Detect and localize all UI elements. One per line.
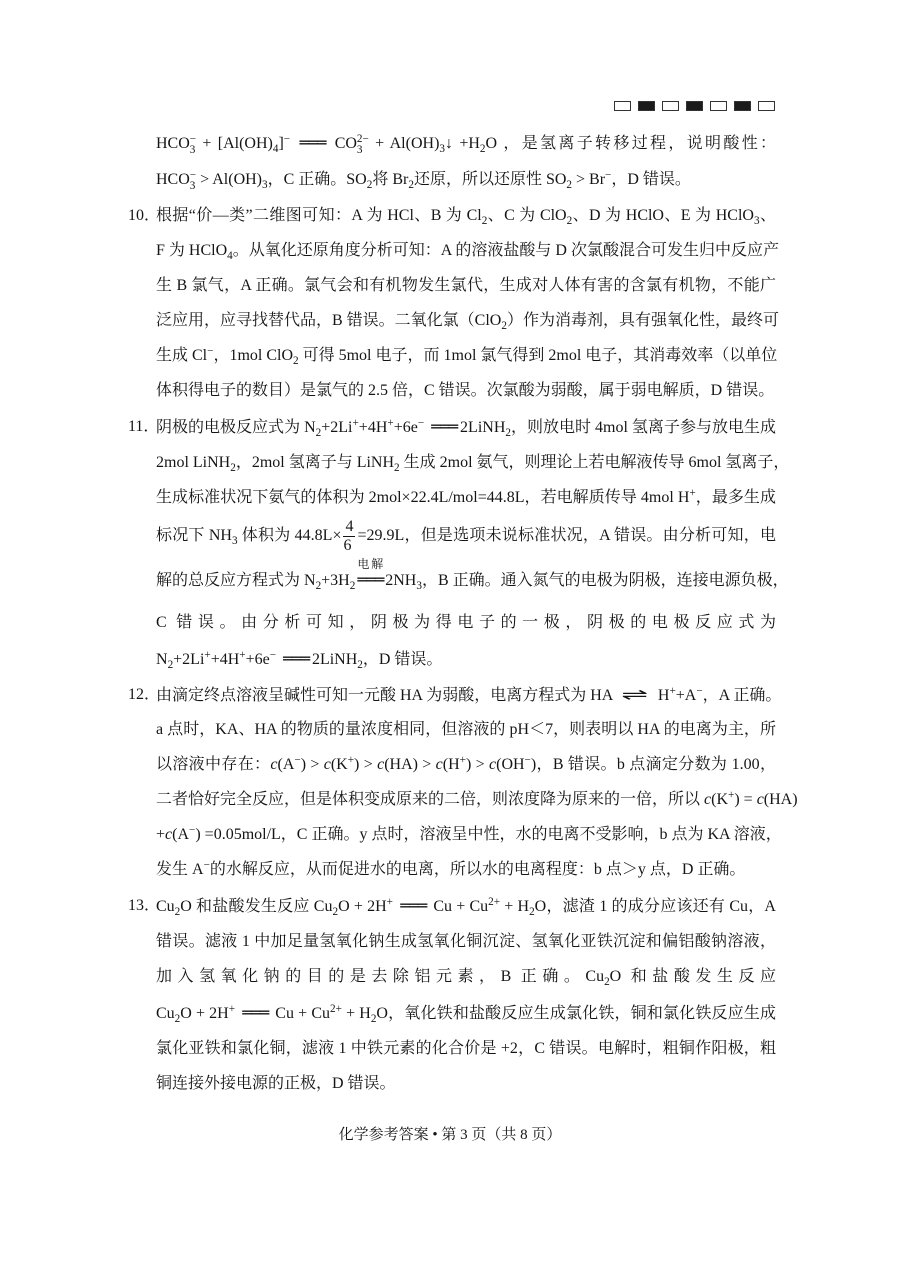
text-line <box>156 338 776 373</box>
text-run: Cu + Cu <box>271 1005 330 1022</box>
text-run: ) > <box>465 756 489 773</box>
subscript: 2 <box>366 178 373 191</box>
header-mark <box>686 101 703 111</box>
text-run: ，C 正确。SO <box>267 171 367 188</box>
text-line <box>156 556 789 605</box>
text-run: +3H <box>321 572 350 589</box>
text-run: + <box>156 826 166 843</box>
text-run: O + 2H <box>338 898 387 915</box>
subscript: 2 <box>332 905 339 918</box>
text-run <box>424 419 428 436</box>
text-run: 体积得电子的数目）是氯气的 2.5 倍，C 错误。次氯酸为弱酸，属于弱电解质，D 错误。 <box>156 382 775 399</box>
subscript: 2 <box>566 214 573 227</box>
header-mark <box>638 101 655 111</box>
superscript: + <box>386 895 393 908</box>
text-line <box>156 1066 776 1101</box>
text-line <box>156 408 776 445</box>
subscript: 2 <box>394 461 400 474</box>
superscript: + <box>228 1002 236 1015</box>
text-run: (K <box>711 791 729 808</box>
text-run: O，氧化铁和盐酸反应生成氯化铁，铜和氯化铁反应生成 <box>376 1005 776 1022</box>
subscript: 2 <box>479 142 486 155</box>
superscript: + <box>352 416 359 429</box>
text-run <box>235 1005 239 1022</box>
subscript: 2 <box>529 905 535 918</box>
text-run: F 为 HClO <box>156 242 228 259</box>
reaction-equals-sign: ═══ <box>242 1003 269 1022</box>
subscript: 2 <box>174 905 181 918</box>
reaction-equals-sign: ═══ <box>357 570 384 589</box>
text-run: + Al(OH) <box>368 135 440 152</box>
text-line <box>156 887 776 924</box>
text-run: 生 B 氯气，A 正确。氯气会和有机物发生氯代，生成对人体有害的含氯有机物，不能广 <box>156 277 776 294</box>
text-run: 、C 为 ClO <box>487 207 567 224</box>
text-run: )，B 错误。b 点滴定分数为 1.00， <box>530 756 776 773</box>
subscript: 2 <box>604 975 610 988</box>
text-run: HCO <box>156 135 190 152</box>
text-run: 、 <box>759 207 776 224</box>
superscript: − <box>189 132 197 145</box>
italic-variable: c <box>704 791 712 808</box>
text-run: +A <box>675 687 697 704</box>
superscript: − <box>294 753 301 766</box>
text-run: N <box>156 651 168 668</box>
text-line <box>156 233 779 268</box>
text-run: ) = <box>734 791 757 808</box>
text-line <box>156 817 782 852</box>
text-line <box>156 712 776 747</box>
reversible-arrow: ⇌ <box>621 685 649 704</box>
text-run: ，D 错误。 <box>362 651 443 668</box>
fraction-numerator: 4 <box>345 518 354 536</box>
text-run: +2Li <box>173 651 205 668</box>
text-run: ）作为消毒剂，具有强氧化性，最终可 <box>506 312 779 329</box>
text-run: 阴极的电极反应式为 N <box>156 419 316 436</box>
fraction <box>343 518 355 554</box>
page-footer: 化学参考答案 • 第 3 页（共 8 页） <box>338 1127 562 1143</box>
superscript: + <box>459 753 466 766</box>
text-run: ↓ +H <box>445 135 480 152</box>
text-run: + [Al(OH) <box>196 135 273 152</box>
text-run: +2Li <box>321 419 353 436</box>
subscript: 4 <box>272 142 279 155</box>
text-run: +4H <box>358 419 388 436</box>
text-line <box>156 994 776 1031</box>
superscript: − <box>605 168 612 181</box>
text-line <box>156 677 782 712</box>
superscript: − <box>189 168 197 181</box>
subscript: 2 <box>349 579 356 592</box>
fraction-denominator: 6 <box>343 536 352 554</box>
subscript: 3 <box>189 144 196 157</box>
subscript: 2 <box>481 214 488 227</box>
text-run: H <box>653 687 670 704</box>
text-run: 解的总反应方程式为 N <box>156 572 316 589</box>
text-run: (A <box>277 756 295 773</box>
reaction-equals-sign: ═══ <box>283 649 309 668</box>
text-run <box>290 135 296 152</box>
text-run: 铜连接外接电源的正极，D 错误。 <box>156 1075 396 1092</box>
subscript: 2 <box>501 319 507 332</box>
text-run: ，A 正确。 <box>702 687 782 704</box>
item-number: 10． <box>128 207 161 224</box>
subscript: 2 <box>408 178 414 191</box>
text-run: 氯化亚铁和氯化铜，滤液 1 中铁元素的化合价是 +2，C 错误。电解时，粗铜作阳极，粗 <box>156 1040 776 1057</box>
item-number: 12． <box>128 686 161 703</box>
text-run: (A <box>172 826 190 843</box>
text-line <box>156 303 779 338</box>
text-run: C 错误。由分析可知，阴极为得电子的一极，阴极的电极反应式为 <box>156 614 776 631</box>
text-run <box>393 898 397 915</box>
text-line <box>156 605 776 640</box>
text-line <box>156 747 776 782</box>
subscript: 3 <box>262 178 268 191</box>
text-run: > Al(OH) <box>196 171 262 188</box>
text-run: 2LiNH <box>460 419 506 436</box>
text-run: 2mol LiNH <box>156 454 231 471</box>
answer-item <box>128 124 778 198</box>
text-run: Cu <box>156 898 175 915</box>
text-line <box>156 480 776 515</box>
text-run: O，滤渣 1 的成分应该还有 Cu，A <box>534 898 776 915</box>
text-run: 加入氢氧化钠的目的是去除铝元素，B 正确。Cu <box>156 968 605 985</box>
superscript: + <box>669 684 676 697</box>
italic-variable: c <box>489 756 497 773</box>
superscript: − <box>203 858 210 871</box>
subscript: 2 <box>293 354 299 367</box>
text-run: a 点时，KA、HA 的物质的量浓度相同，但溶液的 pH＜7，则表明以 HA 的电离为主，所 <box>156 721 776 738</box>
text-run: (H <box>442 756 460 773</box>
text-line <box>156 515 776 557</box>
text-run: ，1mol ClO <box>213 347 294 364</box>
text-run: ] <box>278 135 284 152</box>
text-run: 生成 2mol 氨气，则理论上若电解液传导 6mol 氢离子， <box>399 454 790 471</box>
subscript: 2 <box>174 1012 181 1025</box>
reaction-equals-sign: ═══ <box>299 133 326 152</box>
text-run: (OH <box>496 756 525 773</box>
subscript: 2 <box>566 178 572 191</box>
text-run: ，则放电时 4mol 氢离子参与放电生成 <box>510 419 776 436</box>
text-run: 可得 5mol 电子，而 1mol 氯气得到 2mol 电子，其消毒效率（以单位 <box>298 347 778 364</box>
text-run: 体积为 44.8L× <box>237 527 342 544</box>
text-run: Cu + Cu <box>429 898 489 915</box>
superscript: + <box>387 416 394 429</box>
text-run: 以溶液中存在： <box>156 756 271 773</box>
subscript: 4 <box>227 249 233 262</box>
italic-variable: c <box>435 756 443 773</box>
text-run: 错误。滤液 1 中加足量氢氧化钠生成氢氧化铜沉淀、氢氧化亚铁沉淀和偏铝酸钠溶液， <box>156 933 776 950</box>
superscript: 2− <box>356 132 369 145</box>
subscript: 3 <box>356 144 363 157</box>
text-run: > Br <box>572 171 606 188</box>
subscript: 2 <box>230 461 236 474</box>
item-number: 11． <box>128 418 160 435</box>
superscript: + <box>347 753 355 766</box>
text-line <box>156 782 798 817</box>
text-run: ，最多生成 <box>695 489 776 506</box>
header-mark <box>614 101 631 111</box>
superscript: + <box>204 648 211 661</box>
text-line <box>156 852 776 887</box>
text-run: 标况下 NH <box>156 527 232 544</box>
text-run: +6e <box>393 419 418 436</box>
answer-content <box>128 124 798 1101</box>
superscript: + <box>689 486 696 499</box>
header-mark <box>710 101 727 111</box>
text-line <box>156 924 776 959</box>
subscript: 2 <box>370 1012 377 1025</box>
text-run: O ，是氢离子转移过程，说明酸性： <box>485 135 777 152</box>
text-run: =29.9L，但是选项未说标准状况，A 错误。由分析可知，电 <box>357 527 776 544</box>
superscript: − <box>524 753 531 766</box>
text-run: CO <box>328 135 357 152</box>
text-run: 发生 A <box>156 861 204 878</box>
subscript: 3 <box>189 180 196 193</box>
superscript: + <box>728 788 735 801</box>
text-line <box>156 640 776 677</box>
sub-sup-group <box>357 134 369 156</box>
reaction-equals-sign: ═══ <box>400 896 427 915</box>
subscript: 2 <box>315 426 322 439</box>
text-line <box>156 161 776 198</box>
text-run: O 和盐酸发生反应 Cu <box>180 898 333 915</box>
text-run: +6e <box>245 651 270 668</box>
subscript: 3 <box>439 142 445 155</box>
superscript: − <box>269 648 277 661</box>
text-run: 2NH <box>385 572 417 589</box>
superscript: − <box>696 684 703 697</box>
answer-item <box>128 887 778 1101</box>
text-run: O + 2H <box>180 1005 229 1022</box>
text-run: 生成标准状况下氨气的体积为 2mol×22.4L/mol=44.8L，若电解质传导 4mol H <box>156 489 690 506</box>
text-run: O 和盐酸发生反应 <box>609 968 776 985</box>
subscript: 3 <box>231 534 238 547</box>
text-run: ) =0.05mol/L，C 正确。y 点时，溶液呈中性，水的电离不受影响，b 点为 KA 溶液， <box>195 826 782 843</box>
italic-variable: c <box>377 756 385 773</box>
text-run <box>276 651 280 668</box>
text-run: 生成 Cl <box>156 347 208 364</box>
text-run: ，B 正确。通入氮气的电极为阴极，连接电源负极， <box>421 572 789 589</box>
header-mark <box>662 101 679 111</box>
text-run: 、D 为 HClO、E 为 HClO <box>572 207 754 224</box>
text-run: HCO <box>156 171 190 188</box>
text-run: + H <box>500 898 530 915</box>
text-run: 根据“价—类”二维图可知：A 为 HCl、B 为 Cl <box>156 207 482 224</box>
text-line <box>156 198 776 233</box>
text-line <box>156 445 790 480</box>
text-run: ) > <box>354 756 378 773</box>
text-run: Cu <box>156 1005 175 1022</box>
text-line <box>156 1031 776 1066</box>
electrolysis-condition <box>357 558 383 589</box>
superscript: 2+ <box>488 895 501 908</box>
text-run: 的水解反应，从而促进水的电离，所以水的电离程度：b 点＞y 点，D 正确。 <box>209 861 746 878</box>
text-line <box>156 268 776 303</box>
superscript: − <box>417 416 425 429</box>
subscript: 3 <box>753 214 760 227</box>
page-code-marks <box>614 101 775 111</box>
italic-variable: c <box>756 791 764 808</box>
subscript: 3 <box>416 579 422 592</box>
text-line <box>156 373 776 408</box>
superscript: − <box>283 132 291 145</box>
subscript: 2 <box>357 658 363 671</box>
superscript: + <box>239 648 246 661</box>
superscript: 2+ <box>330 1002 342 1015</box>
text-run: +4H <box>210 651 240 668</box>
text-run: 由滴定终点溶液呈碱性可知一元酸 HA 为弱酸，电离方程式为 HA <box>156 687 617 704</box>
italic-variable: c <box>165 826 173 843</box>
text-line <box>156 959 776 994</box>
text-run: ，D 错误。 <box>611 171 691 188</box>
text-run: + H <box>341 1005 371 1022</box>
text-run: (K <box>330 756 348 773</box>
text-run: (HA) <box>763 791 798 808</box>
subscript: 2 <box>167 658 174 671</box>
item-number: 13． <box>128 897 161 914</box>
text-run: 将 Br <box>372 171 409 188</box>
text-line <box>156 124 776 161</box>
superscript: − <box>207 344 214 357</box>
subscript: 2 <box>505 426 511 439</box>
superscript: − <box>189 823 196 836</box>
text-run: 2LiNH <box>311 651 358 668</box>
text-run: ，2mol 氢离子与 LiNH <box>235 454 395 471</box>
header-mark <box>734 101 751 111</box>
italic-variable: c <box>270 756 278 773</box>
text-run: ) > <box>300 756 324 773</box>
text-run: 泛应用，应寻找替代品，B 错误。二氧化氯（ClO <box>156 312 502 329</box>
subscript: 2 <box>315 579 322 592</box>
answer-item <box>128 677 798 887</box>
text-run: 。从氧化还原角度分析可知：A 的溶液盐酸与 D 次氯酸混合可发生归中反应产 <box>232 242 779 259</box>
text-run: 二者恰好完全反应，但是体积变成原来的二倍，则浓度降为原来的一倍，所以 <box>156 791 705 808</box>
italic-variable: c <box>323 756 331 773</box>
answer-item <box>128 408 790 677</box>
header-mark <box>758 101 775 111</box>
answer-item <box>128 198 778 408</box>
text-run: (HA) > <box>384 756 436 773</box>
reaction-equals-sign: ═══ <box>431 417 458 436</box>
condition-label: 电解 <box>357 556 384 571</box>
text-run: 还原，所以还原性 SO <box>413 171 567 188</box>
